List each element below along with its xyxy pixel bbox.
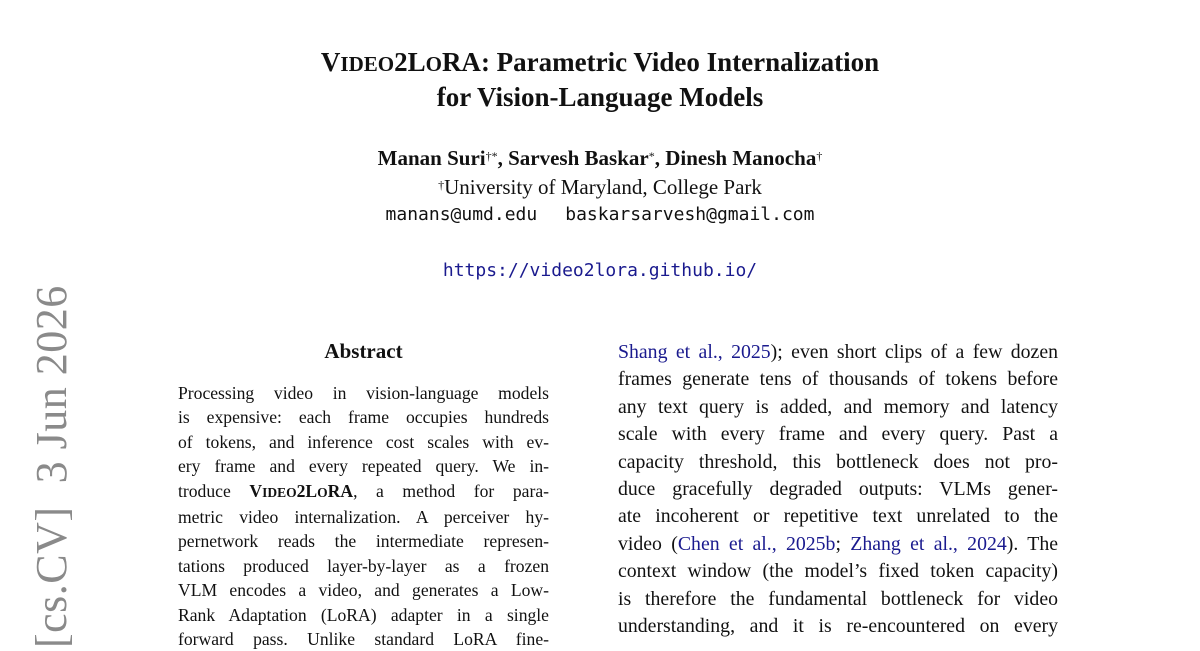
method-name [321,47,481,77]
method-name-part: O [317,484,328,500]
method-name-part: 2L [394,47,426,77]
method-name-part: 2L [296,480,318,501]
abstract-text: troduce [178,480,250,501]
column-line [618,476,1058,503]
abstract-line: pernetwork reads the intermediate represen- [178,531,549,552]
body-text: capacity threshold, this bottleneck does not pro- [618,450,1058,473]
affiliation-mark: † [438,178,445,192]
affiliation [0,174,1200,200]
abstract-text: , a method for para- [353,480,549,501]
email-1[interactable]: manans@umd.edu [385,204,538,225]
abstract-line: is expensive: each frame occupies hundreds [178,407,549,428]
abstract-body [178,381,549,651]
column-line [618,394,1058,421]
author-affiliation-mark: * [648,149,655,163]
abstract-line: metric video internalization. A perceiver hy- [178,507,549,528]
column-line [618,586,1058,613]
author-separator: , [497,146,509,170]
citation-link[interactable]: Shang et al., 2025 [618,341,771,363]
arxiv-watermark: [cs.CV] 3 Jun 2026 [27,285,76,648]
column-line [618,503,1058,530]
column-line [618,366,1058,393]
method-name-part: O [425,52,442,76]
citation-link[interactable]: Chen et al., 2025b [677,532,836,555]
citation-link[interactable]: Zhang et al., 2024 [850,532,1007,555]
column-line [618,449,1058,476]
abstract-line: Processing video in vision-language models [178,383,549,403]
affiliation-text: University of Maryland, College Park [444,175,762,199]
column-line [618,339,1058,366]
body-text: ). The [1006,532,1058,555]
body-text: scale with every frame and every query. Past a [618,423,1058,446]
column-line [618,613,1058,640]
method-name-part: RA [327,480,354,501]
column-line [618,421,1058,448]
method-name-part: IDEO [262,484,297,500]
body-text: is therefore the fundamental bottleneck for video [618,587,1058,610]
author-affiliation-mark: †* [485,149,498,163]
title-line-1 [0,46,1200,81]
email-2[interactable]: baskarsarvesh@gmail.com [565,204,815,225]
title-line-2: for Vision-Language Models [436,82,764,112]
body-text: ); even short clips of a few dozen [770,341,1058,363]
method-name-part: V [320,47,341,77]
paper-title [0,46,1200,114]
author-name: Dinesh Manocha [665,146,817,170]
body-text: ate incoherent or repetitive text unrelated to the [618,505,1058,528]
author-affiliation-mark: † [816,149,823,163]
author-list [0,145,1200,171]
abstract-line: forward pass. Unlike standard LoRA fine- [178,629,549,650]
method-name-inline [249,481,353,501]
method-name-part: RA [441,47,481,77]
title-rest: : Parametric Video Internalization [480,47,880,77]
abstract-line: of tokens, and inference cost scales with ev- [178,431,549,452]
email-list [0,203,1200,227]
author-name: Manan Suri [377,146,486,170]
abstract-line: VLM encodes a video, and generates a Low- [178,580,549,601]
body-text: understanding, and it is re-encountered on every [618,615,1058,638]
method-name-part: IDEO [340,52,395,76]
method-name-part: V [249,480,263,501]
project-url-link[interactable]: https://video2lora.github.io/ [442,260,758,281]
body-text: frames generate tens of thousands of tokens before [618,368,1058,391]
abstract-line: ery frame and every repeated query. We in- [178,456,549,477]
author-name: Sarvesh Baskar [508,146,649,170]
abstract-line [178,479,549,505]
column-line [618,531,1058,558]
body-text: context window (the model’s fixed token capacity) [618,560,1058,583]
column-line [618,558,1058,585]
abstract-heading: Abstract [324,339,403,363]
body-text: any text query is added, and memory and latency [618,395,1058,418]
body-text: ; [835,532,851,555]
body-text: duce gracefully degraded outputs: VLMs gener- [618,478,1058,501]
intro-column-text [618,339,1058,640]
author-separator: , [654,146,666,170]
abstract-line: tations produced layer-by-layer as a frozen [178,555,549,576]
body-text: video ( [618,532,678,555]
abstract-line: Rank Adaptation (LoRA) adapter in a single [178,604,549,625]
